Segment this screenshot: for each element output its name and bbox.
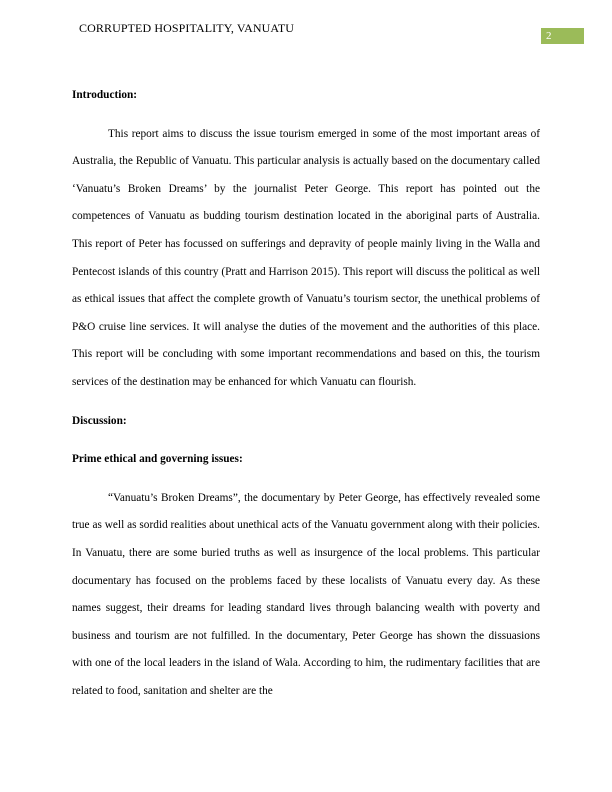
ethical-issues-subheading: Prime ethical and governing issues: bbox=[72, 453, 243, 466]
spacer bbox=[72, 110, 540, 121]
running-head: CORRUPTED HOSPITALITY, VANUATU bbox=[79, 21, 295, 35]
discussion-paragraph: “Vanuatu’s Broken Dreams”, the documentary by Peter George, has effectively revealed some true as well as sordid realities about unethical acts of the Vanuatu government along with their policies. In Vanuatu, there are some buried truths as well as insurgence of the local problems. This particular documentary has focused on the problems faced by these localists of Vanuatu every day. As these names suggest, their dreams for leading standard lives through balancing wealth with poverty and business and tourism are not fulfilled. In the documentary, Peter George has shown the dissuasions with one of the local leaders in the island of Wala. According to him, the rudimentary facilities that are related to food, sanitation and shelter are the bbox=[72, 491, 540, 697]
document-body bbox=[72, 82, 540, 705]
introduction-paragraph: This report aims to discuss the issue tourism emerged in some of the most important areas of Australia, the Republic of Vanuatu. This particular analysis is actually based on the documentary called ‘Vanuatu’s Broken Dreams’ by the journalist Peter George. This report has pointed out the competences of Vanuatu as budding tourism destination located in the aboriginal parts of Australia. This report of Peter has focussed on sufferings and depravity of people mainly living in the Walla and Pentecost islands of this country (Pratt and Harrison 2015). This report will discuss the political as well as ethical issues that affect the complete growth of Vanuatu’s tourism sector, the unethical problems of P&O cruise line services. It will analyse the duties of the movement and the authorities of this place. This report will be concluding with some important recommendations and based on this, the tourism services of the destination may be enhanced for which Vanuatu can flourish. bbox=[72, 127, 540, 388]
introduction-heading: Introduction: bbox=[72, 89, 138, 101]
discussion-heading: Discussion: bbox=[72, 414, 127, 427]
spacer bbox=[72, 397, 540, 408]
page-number-badge: 2 bbox=[541, 28, 584, 44]
spacer bbox=[72, 435, 540, 446]
spacer bbox=[72, 474, 540, 485]
